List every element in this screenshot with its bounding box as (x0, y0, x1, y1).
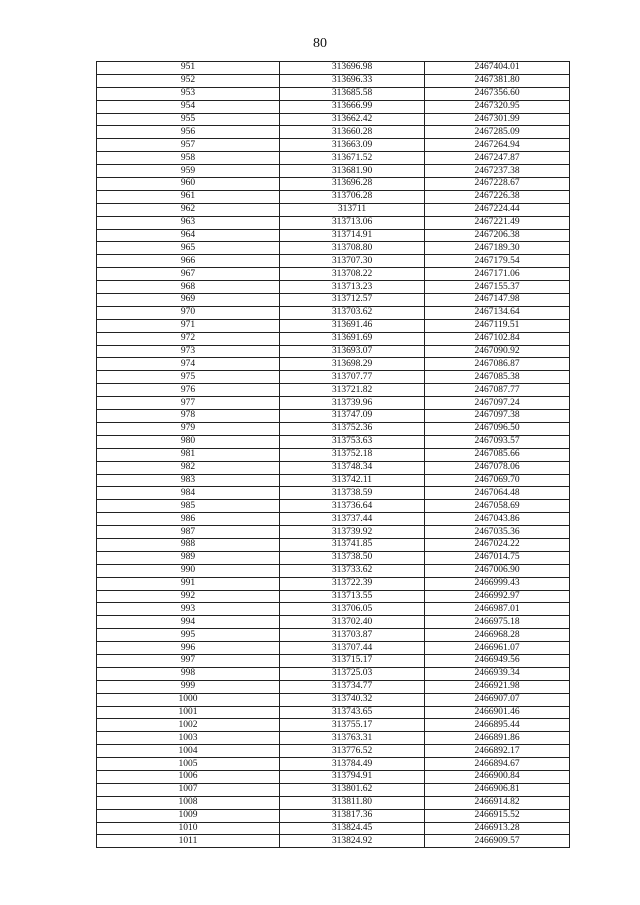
y-coordinate-cell: 2467096.50 (425, 422, 570, 435)
x-coordinate-cell: 313748.34 (280, 461, 425, 474)
table-row (97, 758, 570, 771)
x-coordinate-cell: 313755.17 (280, 719, 425, 732)
point-number-cell: 988 (97, 538, 280, 551)
x-coordinate-cell: 313824.45 (280, 822, 425, 835)
x-coordinate-cell: 313747.09 (280, 410, 425, 423)
point-number-cell: 1006 (97, 770, 280, 783)
table-row (97, 281, 570, 294)
x-coordinate-cell: 313708.22 (280, 268, 425, 281)
table-row (97, 538, 570, 551)
point-number-cell: 962 (97, 203, 280, 216)
y-coordinate-cell: 2467024.22 (425, 538, 570, 551)
y-coordinate-cell: 2467155.37 (425, 281, 570, 294)
x-coordinate-cell: 313702.40 (280, 616, 425, 629)
y-coordinate-cell: 2467237.38 (425, 165, 570, 178)
coordinates-table-body (97, 62, 570, 848)
x-coordinate-cell: 313738.50 (280, 551, 425, 564)
y-coordinate-cell: 2467179.54 (425, 255, 570, 268)
point-number-cell: 967 (97, 268, 280, 281)
point-number-cell: 996 (97, 642, 280, 655)
x-coordinate-cell: 313742.11 (280, 474, 425, 487)
x-coordinate-cell: 313714.91 (280, 229, 425, 242)
table-row (97, 410, 570, 423)
point-number-cell: 964 (97, 229, 280, 242)
x-coordinate-cell: 313722.39 (280, 577, 425, 590)
table-row (97, 190, 570, 203)
table-row (97, 629, 570, 642)
x-coordinate-cell: 313707.30 (280, 255, 425, 268)
point-number-cell: 980 (97, 435, 280, 448)
table-row (97, 139, 570, 152)
point-number-cell: 968 (97, 281, 280, 294)
table-row (97, 526, 570, 539)
y-coordinate-cell: 2467069.70 (425, 474, 570, 487)
table-row (97, 783, 570, 796)
point-number-cell: 989 (97, 551, 280, 564)
point-number-cell: 974 (97, 358, 280, 371)
point-number-cell: 1010 (97, 822, 280, 835)
table-row (97, 642, 570, 655)
y-coordinate-cell: 2466900.84 (425, 770, 570, 783)
y-coordinate-cell: 2466968.28 (425, 629, 570, 642)
x-coordinate-cell: 313801.62 (280, 783, 425, 796)
table-row (97, 229, 570, 242)
y-coordinate-cell: 2466975.18 (425, 616, 570, 629)
table-row (97, 113, 570, 126)
table-row (97, 294, 570, 307)
y-coordinate-cell: 2466987.01 (425, 603, 570, 616)
x-coordinate-cell: 313708.80 (280, 242, 425, 255)
table-row (97, 835, 570, 848)
y-coordinate-cell: 2466915.52 (425, 809, 570, 822)
y-coordinate-cell: 2466921.98 (425, 680, 570, 693)
x-coordinate-cell: 313739.92 (280, 526, 425, 539)
y-coordinate-cell: 2467226.38 (425, 190, 570, 203)
table-row (97, 74, 570, 87)
coordinates-table (96, 61, 570, 848)
point-number-cell: 998 (97, 667, 280, 680)
table-row (97, 255, 570, 268)
point-number-cell: 960 (97, 178, 280, 191)
page-number: 80 (313, 36, 327, 51)
x-coordinate-cell: 313713.23 (280, 281, 425, 294)
y-coordinate-cell: 2466909.57 (425, 835, 570, 848)
table-row (97, 745, 570, 758)
y-coordinate-cell: 2467228.67 (425, 178, 570, 191)
x-coordinate-cell: 313740.32 (280, 693, 425, 706)
y-coordinate-cell: 2467014.75 (425, 551, 570, 564)
table-row (97, 770, 570, 783)
y-coordinate-cell: 2467171.06 (425, 268, 570, 281)
x-coordinate-cell: 313715.17 (280, 654, 425, 667)
x-coordinate-cell: 313666.99 (280, 100, 425, 113)
table-row (97, 371, 570, 384)
table-row (97, 384, 570, 397)
point-number-cell: 951 (97, 62, 280, 75)
point-number-cell: 972 (97, 332, 280, 345)
x-coordinate-cell: 313712.57 (280, 294, 425, 307)
point-number-cell: 991 (97, 577, 280, 590)
point-number-cell: 1009 (97, 809, 280, 822)
y-coordinate-cell: 2467064.48 (425, 487, 570, 500)
point-number-cell: 992 (97, 590, 280, 603)
point-number-cell: 958 (97, 152, 280, 165)
table-row (97, 397, 570, 410)
y-coordinate-cell: 2467035.36 (425, 526, 570, 539)
x-coordinate-cell: 313713.55 (280, 590, 425, 603)
x-coordinate-cell: 313739.96 (280, 397, 425, 410)
y-coordinate-cell: 2467206.38 (425, 229, 570, 242)
table-row (97, 165, 570, 178)
point-number-cell: 954 (97, 100, 280, 113)
table-row (97, 667, 570, 680)
x-coordinate-cell: 313753.63 (280, 435, 425, 448)
x-coordinate-cell: 313663.09 (280, 139, 425, 152)
point-number-cell: 987 (97, 526, 280, 539)
point-number-cell: 1003 (97, 732, 280, 745)
table-row (97, 332, 570, 345)
x-coordinate-cell: 313696.33 (280, 74, 425, 87)
point-number-cell: 1000 (97, 693, 280, 706)
table-row (97, 719, 570, 732)
point-number-cell: 975 (97, 371, 280, 384)
y-coordinate-cell: 2467404.01 (425, 62, 570, 75)
point-number-cell: 1002 (97, 719, 280, 732)
x-coordinate-cell: 313693.07 (280, 345, 425, 358)
point-number-cell: 984 (97, 487, 280, 500)
y-coordinate-cell: 2466894.67 (425, 758, 570, 771)
table-row (97, 706, 570, 719)
table-row (97, 616, 570, 629)
table-row (97, 590, 570, 603)
y-coordinate-cell: 2467221.49 (425, 216, 570, 229)
x-coordinate-cell: 313734.77 (280, 680, 425, 693)
x-coordinate-cell: 313776.52 (280, 745, 425, 758)
table-row (97, 345, 570, 358)
table-row (97, 216, 570, 229)
y-coordinate-cell: 2466914.82 (425, 796, 570, 809)
table-row (97, 448, 570, 461)
y-coordinate-cell: 2466949.56 (425, 654, 570, 667)
x-coordinate-cell: 313824.92 (280, 835, 425, 848)
y-coordinate-cell: 2467189.30 (425, 242, 570, 255)
y-coordinate-cell: 2466906.81 (425, 783, 570, 796)
y-coordinate-cell: 2467087.77 (425, 384, 570, 397)
x-coordinate-cell: 313706.28 (280, 190, 425, 203)
point-number-cell: 1007 (97, 783, 280, 796)
table-row (97, 551, 570, 564)
table-row (97, 178, 570, 191)
x-coordinate-cell: 313741.85 (280, 538, 425, 551)
x-coordinate-cell: 313817.36 (280, 809, 425, 822)
table-row (97, 126, 570, 139)
y-coordinate-cell: 2466907.07 (425, 693, 570, 706)
table-row (97, 693, 570, 706)
point-number-cell: 952 (97, 74, 280, 87)
y-coordinate-cell: 2467085.38 (425, 371, 570, 384)
y-coordinate-cell: 2466913.28 (425, 822, 570, 835)
table-row (97, 577, 570, 590)
point-number-cell: 1004 (97, 745, 280, 758)
y-coordinate-cell: 2466891.86 (425, 732, 570, 745)
table-row (97, 203, 570, 216)
y-coordinate-cell: 2467224.44 (425, 203, 570, 216)
table-row (97, 152, 570, 165)
x-coordinate-cell: 313752.18 (280, 448, 425, 461)
x-coordinate-cell: 313662.42 (280, 113, 425, 126)
point-number-cell: 961 (97, 190, 280, 203)
table-row (97, 319, 570, 332)
point-number-cell: 976 (97, 384, 280, 397)
point-number-cell: 985 (97, 500, 280, 513)
x-coordinate-cell: 313696.28 (280, 178, 425, 191)
point-number-cell: 1001 (97, 706, 280, 719)
table-row (97, 268, 570, 281)
x-coordinate-cell: 313733.62 (280, 564, 425, 577)
point-number-cell: 981 (97, 448, 280, 461)
y-coordinate-cell: 2466901.46 (425, 706, 570, 719)
y-coordinate-cell: 2467285.09 (425, 126, 570, 139)
x-coordinate-cell: 313671.52 (280, 152, 425, 165)
x-coordinate-cell: 313784.49 (280, 758, 425, 771)
point-number-cell: 1008 (97, 796, 280, 809)
x-coordinate-cell: 313743.65 (280, 706, 425, 719)
point-number-cell: 997 (97, 654, 280, 667)
point-number-cell: 978 (97, 410, 280, 423)
x-coordinate-cell: 313660.28 (280, 126, 425, 139)
point-number-cell: 994 (97, 616, 280, 629)
point-number-cell: 959 (97, 165, 280, 178)
table-row (97, 62, 570, 75)
y-coordinate-cell: 2467085.66 (425, 448, 570, 461)
point-number-cell: 1005 (97, 758, 280, 771)
table-row (97, 422, 570, 435)
table-row (97, 461, 570, 474)
point-number-cell: 963 (97, 216, 280, 229)
y-coordinate-cell: 2467134.64 (425, 306, 570, 319)
table-row (97, 474, 570, 487)
y-coordinate-cell: 2467043.86 (425, 513, 570, 526)
table-row (97, 822, 570, 835)
x-coordinate-cell: 313713.06 (280, 216, 425, 229)
table-row (97, 100, 570, 113)
point-number-cell: 995 (97, 629, 280, 642)
point-number-cell: 971 (97, 319, 280, 332)
point-number-cell: 986 (97, 513, 280, 526)
x-coordinate-cell: 313696.98 (280, 62, 425, 75)
point-number-cell: 953 (97, 87, 280, 100)
y-coordinate-cell: 2467320.95 (425, 100, 570, 113)
y-coordinate-cell: 2467097.38 (425, 410, 570, 423)
x-coordinate-cell: 313737.44 (280, 513, 425, 526)
x-coordinate-cell: 313763.31 (280, 732, 425, 745)
y-coordinate-cell: 2466999.43 (425, 577, 570, 590)
table-row (97, 435, 570, 448)
point-number-cell: 977 (97, 397, 280, 410)
y-coordinate-cell: 2466892.17 (425, 745, 570, 758)
table-row (97, 654, 570, 667)
table-row (97, 809, 570, 822)
point-number-cell: 990 (97, 564, 280, 577)
x-coordinate-cell: 313703.62 (280, 306, 425, 319)
y-coordinate-cell: 2467093.57 (425, 435, 570, 448)
x-coordinate-cell: 313706.05 (280, 603, 425, 616)
table-row (97, 487, 570, 500)
x-coordinate-cell: 313685.58 (280, 87, 425, 100)
point-number-cell: 982 (97, 461, 280, 474)
y-coordinate-cell: 2467102.84 (425, 332, 570, 345)
point-number-cell: 955 (97, 113, 280, 126)
y-coordinate-cell: 2467086.87 (425, 358, 570, 371)
x-coordinate-cell: 313707.44 (280, 642, 425, 655)
y-coordinate-cell: 2466961.07 (425, 642, 570, 655)
point-number-cell: 999 (97, 680, 280, 693)
table-row (97, 500, 570, 513)
table-row (97, 87, 570, 100)
y-coordinate-cell: 2467090.92 (425, 345, 570, 358)
table-row (97, 513, 570, 526)
point-number-cell: 966 (97, 255, 280, 268)
y-coordinate-cell: 2467356.60 (425, 87, 570, 100)
y-coordinate-cell: 2467381.80 (425, 74, 570, 87)
x-coordinate-cell: 313703.87 (280, 629, 425, 642)
table-row (97, 242, 570, 255)
table-row (97, 603, 570, 616)
y-coordinate-cell: 2466895.44 (425, 719, 570, 732)
y-coordinate-cell: 2467119.51 (425, 319, 570, 332)
x-coordinate-cell: 313736.64 (280, 500, 425, 513)
x-coordinate-cell: 313707.77 (280, 371, 425, 384)
point-number-cell: 1011 (97, 835, 280, 848)
x-coordinate-cell: 313698.29 (280, 358, 425, 371)
x-coordinate-cell: 313681.90 (280, 165, 425, 178)
point-number-cell: 970 (97, 306, 280, 319)
y-coordinate-cell: 2467301.99 (425, 113, 570, 126)
y-coordinate-cell: 2466992.97 (425, 590, 570, 603)
x-coordinate-cell: 313725.03 (280, 667, 425, 680)
x-coordinate-cell: 313691.69 (280, 332, 425, 345)
point-number-cell: 957 (97, 139, 280, 152)
point-number-cell: 965 (97, 242, 280, 255)
table-row (97, 564, 570, 577)
y-coordinate-cell: 2467247.87 (425, 152, 570, 165)
point-number-cell: 973 (97, 345, 280, 358)
point-number-cell: 983 (97, 474, 280, 487)
y-coordinate-cell: 2467147.98 (425, 294, 570, 307)
x-coordinate-cell: 313752.36 (280, 422, 425, 435)
y-coordinate-cell: 2467058.69 (425, 500, 570, 513)
y-coordinate-cell: 2467006.90 (425, 564, 570, 577)
table-row (97, 732, 570, 745)
y-coordinate-cell: 2467264.94 (425, 139, 570, 152)
table-row (97, 358, 570, 371)
x-coordinate-cell: 313721.82 (280, 384, 425, 397)
x-coordinate-cell: 313811.80 (280, 796, 425, 809)
y-coordinate-cell: 2466939.34 (425, 667, 570, 680)
table-row (97, 680, 570, 693)
y-coordinate-cell: 2467078.06 (425, 461, 570, 474)
point-number-cell: 969 (97, 294, 280, 307)
point-number-cell: 979 (97, 422, 280, 435)
table-row (97, 796, 570, 809)
point-number-cell: 956 (97, 126, 280, 139)
x-coordinate-cell: 313738.59 (280, 487, 425, 500)
table-row (97, 306, 570, 319)
y-coordinate-cell: 2467097.24 (425, 397, 570, 410)
x-coordinate-cell: 313711 (280, 203, 425, 216)
x-coordinate-cell: 313691.46 (280, 319, 425, 332)
point-number-cell: 993 (97, 603, 280, 616)
x-coordinate-cell: 313794.91 (280, 770, 425, 783)
